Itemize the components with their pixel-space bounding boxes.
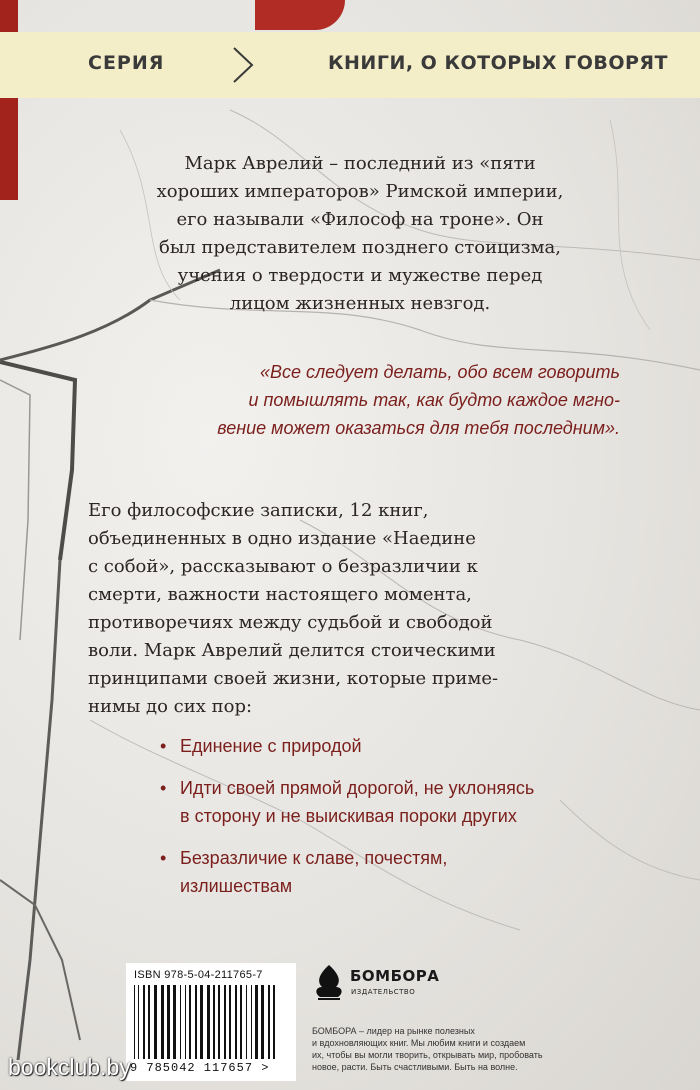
- principles-list: [160, 732, 640, 914]
- barcode-bar: [195, 985, 197, 1059]
- series-label: СЕРИЯ: [88, 52, 165, 74]
- barcode-bar: [261, 985, 264, 1059]
- barcode-bar: [229, 985, 231, 1059]
- isbn-number: ISBN 978-5-04-211765-7: [134, 969, 263, 981]
- barcode-bar: [273, 985, 275, 1059]
- barcode-bar: [207, 985, 210, 1059]
- barcode-icon: [132, 985, 290, 1061]
- barcode-bar: [185, 985, 186, 1059]
- barcode-panel: [126, 963, 296, 1081]
- body-line: объединенных в одно издание «Наедине: [88, 528, 476, 549]
- publisher-description-line: БОМБОРА – лидер на рынке полезных: [312, 1026, 475, 1036]
- watermark: bookclub.by: [8, 1054, 131, 1080]
- body-paragraph: [88, 497, 648, 721]
- publisher-description-line: и вдохновляющих книг. Мы любим книги и создаем: [312, 1038, 526, 1048]
- body-line: с собой», рассказывают о безразличии к: [88, 556, 478, 577]
- barcode-bar: [148, 985, 150, 1059]
- series-title: КНИГИ, О КОТОРЫХ ГОВОРЯТ: [328, 52, 669, 74]
- quote-block: [160, 358, 620, 442]
- barcode-bar: [235, 985, 237, 1059]
- list-item-text: Безразличие к славе, почестям, излишествам: [180, 848, 448, 896]
- intro-line: его называли «Философ на троне». Он: [176, 209, 544, 230]
- barcode-digits: 9 785042 117657 >: [130, 1061, 270, 1075]
- body-line: смерти, важности настоящего момента,: [88, 584, 472, 605]
- list-item-text: Единение с природой: [180, 736, 362, 756]
- list-item: [160, 732, 640, 760]
- intro-line: лицом жизненных невзгод.: [229, 293, 491, 314]
- publisher-name: БОМБОРА: [350, 967, 440, 985]
- publisher-description: [312, 1025, 602, 1073]
- barcode-bar: [255, 985, 258, 1059]
- quote-line: вение может оказаться для тебя последним».: [217, 418, 620, 438]
- quote-line: и помышлять так, как будто каждое мгно-: [248, 390, 620, 410]
- bombora-logo-icon: [312, 963, 346, 1003]
- barcode-bar: [134, 985, 135, 1059]
- barcode-bar: [167, 985, 170, 1059]
- body-line: принципами своей жизни, которые приме-: [88, 668, 499, 689]
- body-line: противоречиях между судьбой и свободой: [88, 612, 493, 633]
- intro-line: учения о твердости и мужестве перед: [177, 265, 543, 286]
- body-line: воли. Марк Аврелий делится стоическими: [88, 640, 496, 661]
- list-item: [160, 844, 640, 900]
- list-item: [160, 774, 640, 830]
- list-item-text: Идти своей прямой дорогой, не уклоняясь в сторону и не выискивая пороки других: [180, 778, 535, 826]
- barcode-bar: [251, 985, 252, 1059]
- body-line: Его философские записки, 12 книг,: [88, 500, 429, 521]
- quote-line: «Все следует делать, обо всем говорить: [260, 362, 620, 382]
- barcode-bar: [224, 985, 226, 1059]
- barcode-bar: [200, 985, 203, 1059]
- series-banner: [0, 32, 700, 98]
- barcode-bar: [246, 985, 247, 1059]
- publisher-subtitle: ИЗДАТЕЛЬСТВО: [351, 988, 416, 996]
- barcode-bar: [161, 985, 164, 1059]
- intro-line: был представителем позднего стоицизма,: [159, 237, 561, 258]
- barcode-bar: [213, 985, 215, 1059]
- intro-paragraph: [110, 150, 610, 318]
- barcode-bar: [143, 985, 145, 1059]
- barcode-bar: [173, 985, 176, 1059]
- barcode-bar: [218, 985, 220, 1059]
- barcode-bar: [240, 985, 242, 1059]
- chevron-right-icon: [228, 44, 258, 86]
- red-marble-corner-left: [0, 0, 18, 200]
- barcode-bar: [180, 985, 181, 1059]
- publisher-description-line: их, чтобы вы могли творить, открывать мир, пробовать: [312, 1050, 543, 1060]
- intro-line: Марк Аврелий – последний из «пяти: [184, 153, 536, 174]
- body-line: нимы до сих пор:: [88, 696, 253, 717]
- barcode-bar: [189, 985, 191, 1059]
- barcode-bar: [154, 985, 157, 1059]
- publisher-description-line: новое, расти. Быть счастливыми. Быть на волне.: [312, 1062, 518, 1072]
- barcode-bar: [268, 985, 270, 1059]
- barcode-bar: [138, 985, 139, 1059]
- intro-line: хороших императоров» Римской империи,: [156, 181, 564, 202]
